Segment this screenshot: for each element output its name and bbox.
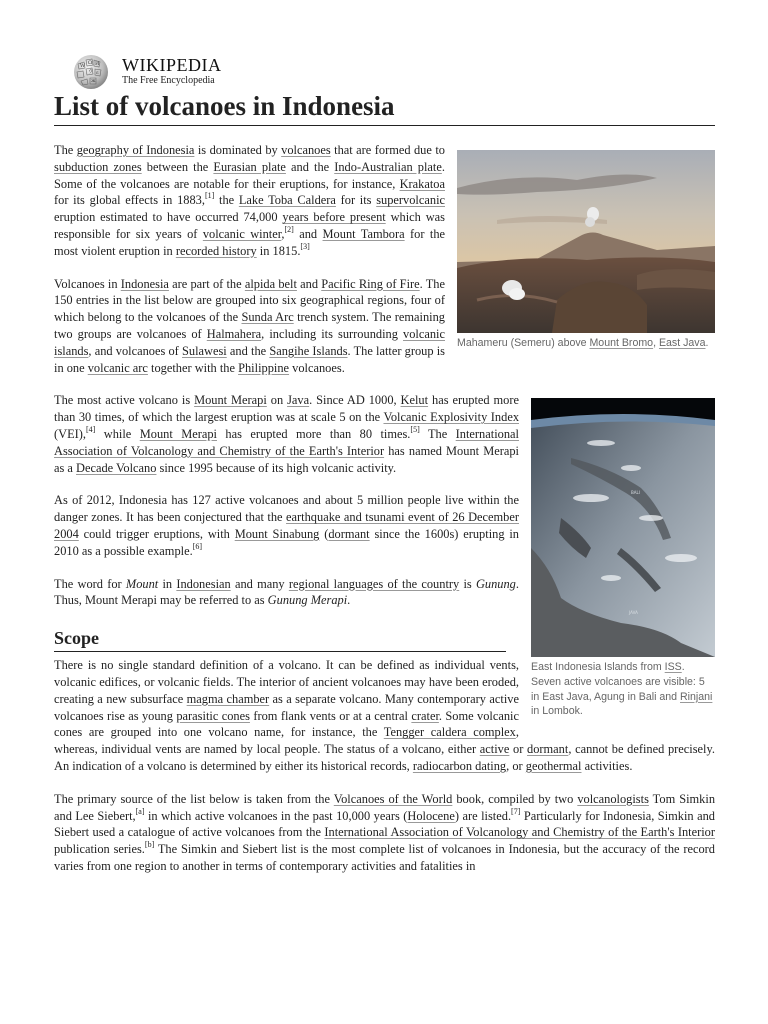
link-volcanologists[interactable]: volcanologists <box>577 791 649 806</box>
citation-3[interactable]: [3] <box>300 241 310 251</box>
link-recorded-history[interactable]: recorded history <box>175 243 257 258</box>
section-heading-scope: Scope <box>54 625 506 652</box>
caption-link-rinjani[interactable]: Rinjani <box>680 690 713 703</box>
wordmark: WIKIPEDIA <box>122 55 222 75</box>
citation-1[interactable]: [1] <box>204 191 215 201</box>
figure-caption: East Indonesia Islands from ISS. Seven active volcanoes are visible: 5 in East Java, Agung in Bali and Rinjani in Lombok. <box>531 661 713 718</box>
link-halmahera[interactable]: Halmahera <box>206 326 262 341</box>
link-java[interactable]: Java <box>287 393 310 408</box>
paragraph-source: The primary source of the list below is taken from the Volcanoes of the World book, compiled by two volcanologists Tom Simkin and Lee Siebert,[a] in which active volcanoes in the past 10,000 years (Holocene) are listed.[7] Particularly for Indonesia, Simkin and Siebert used a catalogue of active volcanoes from the International Association of Volcanology and Chemistry of the Earth's Interior publication series.[b] The Simkin and Siebert list is the most complete list of volcanoes in Indonesia, but the accuracy of the record varies from one region to another in terms of contemporary activities and fatalities in <box>54 791 716 873</box>
paragraph-scope: There is no single standard definition of a volcano. It can be defined as individual vents, volcanic edifices, or volcanic fields. The interior of ancient volcanoes may have been eroded, creating a new subsurface magma chamber as a separate volcano. Many contemporary active volcanoes rise as young parasitic cones from flank vents or at a central crater. Some volcanic cones are grouped into one volcano name, for instance, the Tengger caldera complex, whereas, individual vents are named by local people. The status of a volcano, either active or dormant, cannot be defined precisely. An indication of a volcano is determined by either its historical records, radiocarbon dating, or geothermal activities. <box>54 658 715 773</box>
citation-7[interactable]: [7] <box>511 806 521 816</box>
link-krakatoa[interactable]: Krakatoa <box>399 176 445 191</box>
page-title: List of volcanoes in Indonesia <box>54 88 715 126</box>
link-2004-earthquake[interactable]: earthquake and tsunami event of 26 December 2004 <box>54 510 519 541</box>
link-volcanic-winter[interactable]: volcanic winter <box>202 226 282 241</box>
caption-link-iss[interactable]: ISS <box>664 661 682 674</box>
tagline: The Free Encyclopedia <box>122 75 215 86</box>
link-active[interactable]: active <box>479 742 510 757</box>
link-iavcei[interactable]: International Association of Volcanology and Chemistry of the Earth's Interior <box>54 426 519 458</box>
wikipedia-logo[interactable] <box>70 50 221 92</box>
link-sulawesi[interactable]: Sulawesi <box>182 343 227 358</box>
link-mount-merapi-2[interactable]: Mount Merapi <box>139 426 217 441</box>
link-subduction-zones[interactable]: subduction zones <box>54 159 142 174</box>
note-b[interactable]: [b] <box>144 840 155 850</box>
link-pacific-ring-of-fire[interactable]: Pacific Ring of Fire <box>321 276 420 291</box>
link-indonesia[interactable]: Indonesia <box>120 276 169 291</box>
link-mount-tambora[interactable]: Mount Tambora <box>322 226 405 241</box>
link-volcanic-explosivity-index[interactable]: Volcanic Explosivity Index <box>383 410 520 425</box>
citation-6[interactable]: [6] <box>192 541 203 551</box>
link-volcanoes[interactable]: volcanoes <box>281 143 331 157</box>
citation-2[interactable]: [2] <box>284 224 294 234</box>
paragraph-geography: Volcanoes in Indonesia are part of the alpida belt and Pacific Ring of Fire. The 150 entries in the list below are grouped into six geographical regions, four of which belong to the volcanoes of the Sunda Arc trench system. The remaining two groups are volcanoes of Halmahera, including its surrounding volcanic islands, and volcanoes of Sulawesi and the Sangihe Islands. The latter group is in one volcanic arc together with the Philippine volcanoes. <box>54 276 446 375</box>
svg-text:JAVA: JAVA <box>629 610 638 616</box>
link-volcanoes-of-the-world[interactable]: Volcanoes of the World <box>333 791 453 806</box>
svg-text:BALI: BALI <box>631 490 640 496</box>
caption-link-mount-bromo[interactable]: Mount Bromo <box>589 337 654 349</box>
semeru-photo[interactable] <box>457 150 715 333</box>
link-indonesian[interactable]: Indonesian <box>176 576 231 591</box>
link-kelut[interactable]: Kelut <box>400 393 429 408</box>
wikipedia-globe-icon <box>70 52 112 90</box>
link-parasitic-cones[interactable]: parasitic cones <box>176 708 250 723</box>
link-philippine[interactable]: Philippine <box>238 360 290 375</box>
link-eurasian-plate[interactable]: Eurasian plate <box>213 159 286 174</box>
link-geography-of-indonesia[interactable]: geography of Indonesia <box>76 143 195 157</box>
svg-text:ε: ε <box>96 70 99 76</box>
citation-5[interactable]: [5] <box>410 424 420 434</box>
paragraph-intro: The geography of Indonesia is dominated by volcanoes that are formed due to subduction zones between the Eurasian plate and the Indo-Australian plate. Some of the volcanoes are notable for their eruptions, for instance, Krakatoa for its global effects in 1883,[1] the Lake Toba Caldera for its supervolcanic eruption estimated to have occurred 74,000 years before present which was responsible for six years of volcanic winter,[2] and Mount Tambora for the most violent eruption in recorded history in 1815.[3] <box>54 143 446 258</box>
link-crater[interactable]: crater <box>411 708 439 723</box>
svg-text:Ω: Ω <box>88 60 93 66</box>
note-a[interactable]: [a] <box>135 806 145 816</box>
link-tengger-caldera-complex[interactable]: Tengger caldera complex <box>383 725 516 740</box>
link-sangihe-islands[interactable]: Sangihe Islands <box>269 343 348 358</box>
article-body <box>54 142 715 891</box>
paragraph-word-mount: The word for Mount in Indonesian and many regional languages of the country is Gunung. Thus, Mount Merapi may be referred to as Gunung Merapi. <box>54 576 519 608</box>
link-lake-toba-caldera[interactable]: Lake Toba Caldera <box>238 193 336 208</box>
link-dormant-2[interactable]: dormant <box>527 742 569 757</box>
link-years-before-present[interactable]: years before present <box>282 210 386 225</box>
svg-text:И: И <box>95 61 100 67</box>
paragraph-2012: As of 2012, Indonesia has 127 active volcanoes and about 5 million people live within the danger zones. It has been conjectured that the earthquake and tsunami event of 26 December 2004 could trigger eruptions, with Mount Sinabung (dormant since the 1600s) erupting in 2010 as a possible example.[6] <box>54 493 519 558</box>
link-mount-sinabung[interactable]: Mount Sinabung <box>234 526 320 541</box>
citation-4[interactable]: [4] <box>86 424 96 434</box>
link-mount-merapi[interactable]: Mount Merapi <box>194 393 267 408</box>
link-geothermal[interactable]: geothermal <box>525 758 582 773</box>
link-supervolcanic[interactable]: supervolcanic <box>376 193 446 208</box>
figure-iss[interactable] <box>531 398 715 718</box>
paragraph-most-active: The most active volcano is Mount Merapi on Java. Since AD 1000, Kelut has erupted more than 30 times, of which the largest eruption was at scale 5 on the Volcanic Explosivity Index (VEI),[4] while Mount Merapi has erupted more than 80 times.[5] The International Association of Volcanology and Chemistry of the Earth's Interior has named Mount Merapi as a Decade Volcano since 1995 because of its high volcanic activity. <box>54 393 520 475</box>
link-dormant[interactable]: dormant <box>328 526 370 541</box>
figure-semeru[interactable] <box>457 150 715 351</box>
svg-text:W: W <box>80 63 86 69</box>
link-iavcei-2[interactable]: International Association of Volcanology and Chemistry of the Earth's Interior <box>324 825 715 840</box>
figure-caption: Mahameru (Semeru) above Mount Bromo, East Java. <box>457 337 709 349</box>
svg-text:ウ: ウ <box>88 69 94 75</box>
link-volcanic-arc[interactable]: volcanic arc <box>87 360 148 375</box>
link-magma-chamber[interactable]: magma chamber <box>186 691 270 706</box>
link-sunda-arc[interactable]: Sunda Arc <box>241 310 294 325</box>
link-regional-languages[interactable]: regional languages of the country <box>288 576 460 591</box>
caption-link-east-java[interactable]: East Java <box>658 337 706 349</box>
link-alpida-belt[interactable]: alpida belt <box>244 276 297 291</box>
link-decade-volcano[interactable]: Decade Volcano <box>76 460 157 475</box>
link-volcanic-islands[interactable]: volcanic islands <box>54 326 445 358</box>
link-holocene[interactable]: Holocene <box>407 808 455 823</box>
iss-photo[interactable] <box>531 398 715 657</box>
link-indo-australian-plate[interactable]: Indo-Australian plate <box>334 159 442 174</box>
svg-text:ж: ж <box>91 78 96 84</box>
link-radiocarbon-dating[interactable]: radiocarbon dating <box>412 758 507 773</box>
